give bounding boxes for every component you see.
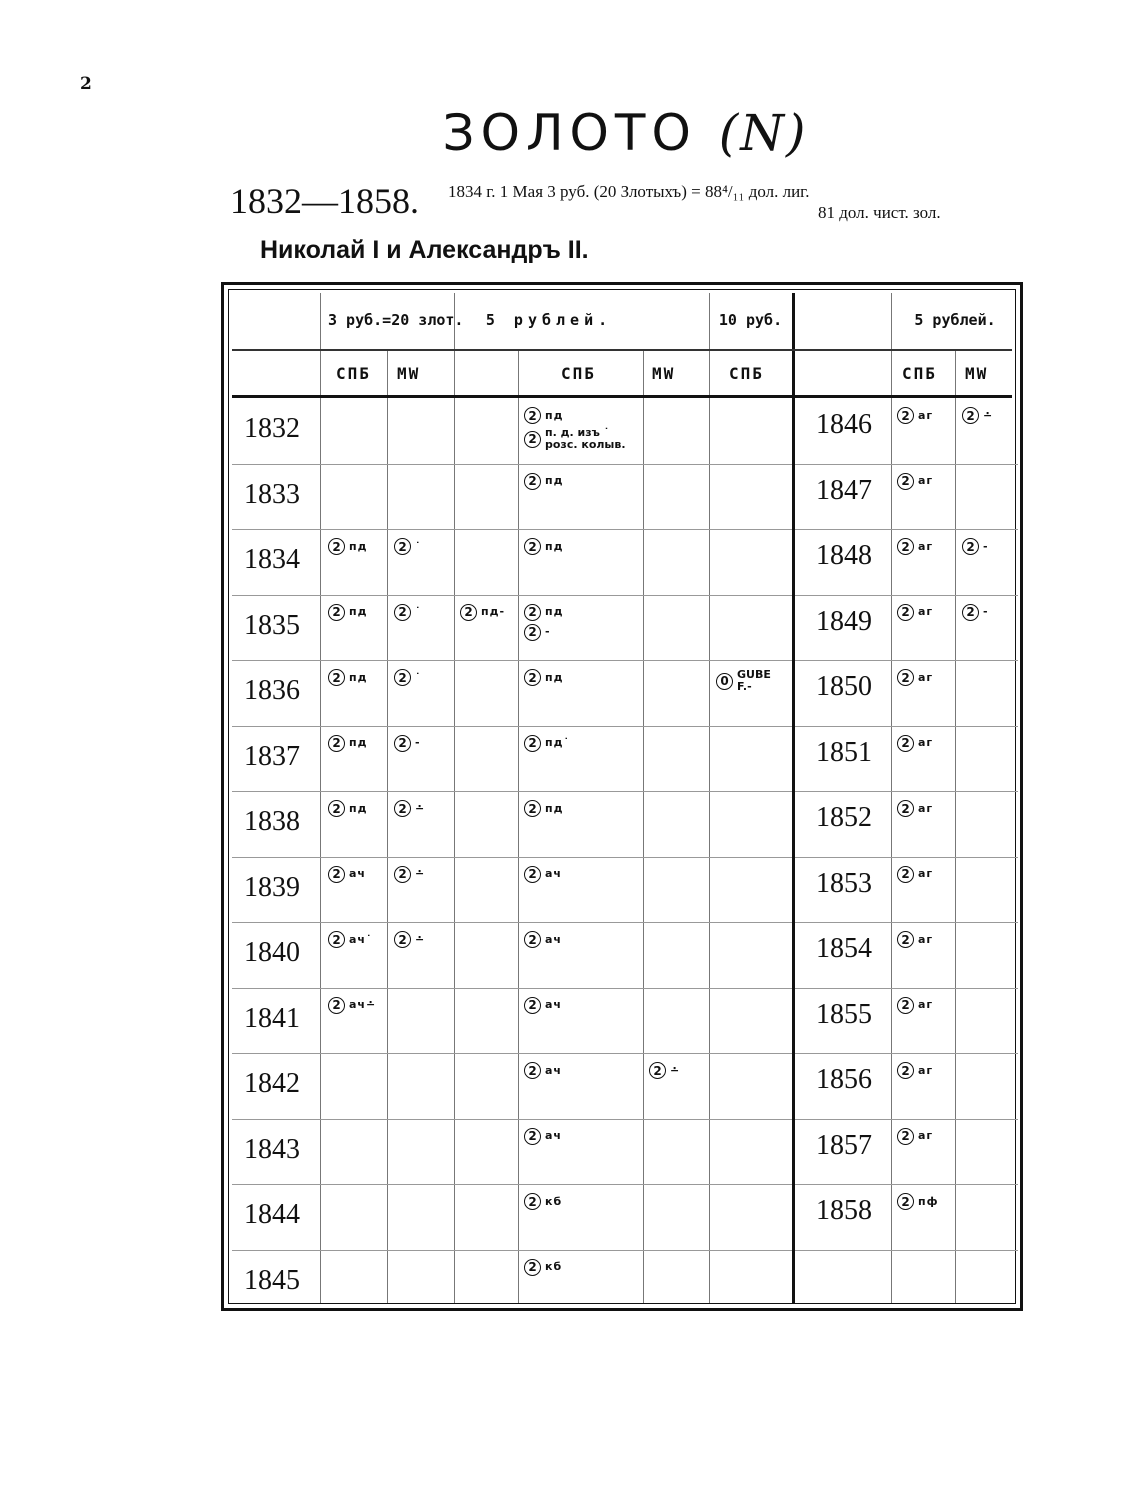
- decree-line-2: 81 дол. чист. зол.: [818, 203, 941, 222]
- year-label: 1853: [816, 867, 872, 899]
- year-label: 1832: [244, 413, 300, 444]
- denomination-circle: 2: [394, 669, 411, 686]
- year-label: 1845: [244, 1264, 300, 1296]
- mintmark-text: ∸: [983, 408, 994, 422]
- mintmark-text: пд: [349, 670, 368, 684]
- year-label: 1840: [244, 937, 300, 968]
- mintmark: [328, 735, 367, 752]
- mintmark-line: GUBE: [737, 668, 771, 681]
- denomination-circle: 2: [394, 538, 411, 555]
- col-divider: [955, 349, 956, 1303]
- mintmark: [524, 931, 562, 948]
- mintmark-text: [737, 669, 771, 693]
- mintmark-text: ач: [545, 932, 562, 946]
- denomination-circle: 2: [524, 931, 541, 948]
- denomination-circle: 0: [716, 673, 733, 690]
- mintmark: [524, 407, 563, 424]
- denomination-circle: 2: [897, 800, 914, 817]
- year-label: 1856: [816, 1064, 872, 1095]
- year-label: 1854: [816, 933, 872, 964]
- mintmark: [524, 866, 562, 883]
- mintmark-text: -: [983, 539, 989, 553]
- mintmark-text: ˙: [415, 670, 422, 684]
- mintmark-text: ˙: [415, 605, 422, 618]
- row-divider: [795, 922, 1018, 923]
- row-divider: [232, 922, 792, 923]
- denomination-circle: 2: [524, 1259, 541, 1276]
- mintmark-text: пд˙: [545, 736, 570, 749]
- year-label: 1842: [244, 1068, 300, 1099]
- denomination-circle: 2: [394, 931, 411, 948]
- denomination-circle: 2: [328, 538, 345, 555]
- col-divider: [518, 349, 519, 1303]
- row-divider: [795, 464, 1018, 465]
- mintmark-line: п. д. изъ ˙: [545, 426, 610, 439]
- col-divider: [387, 349, 388, 1303]
- mintmark-text: аг: [918, 1129, 934, 1142]
- mintmark-text: ач: [349, 867, 366, 880]
- main-divider: [792, 293, 795, 1303]
- mintmark-text: ач: [545, 867, 562, 880]
- mintmark: [716, 669, 771, 693]
- mintmark-text: ач: [545, 1063, 562, 1077]
- header-spb: СПБ: [902, 364, 937, 383]
- mintmark: [394, 931, 425, 948]
- mintmark: [897, 1062, 933, 1079]
- denomination-circle: 2: [897, 735, 914, 752]
- denomination-circle: 2: [897, 1128, 914, 1145]
- row-divider: [232, 857, 792, 858]
- row-divider: [232, 988, 792, 989]
- header-mw: MW: [965, 364, 989, 383]
- denomination-circle: 2: [328, 800, 345, 817]
- mintmark: [394, 538, 422, 555]
- header-mw: MW: [397, 364, 421, 383]
- mintmark-text: пд: [349, 605, 368, 618]
- mintmark: [524, 604, 563, 621]
- denomination-circle: 2: [328, 866, 345, 883]
- mintmark: [962, 604, 989, 621]
- mintmark-text: пд: [545, 670, 564, 684]
- mintmark-text: пф: [918, 1194, 939, 1208]
- year-label: 1833: [244, 478, 300, 510]
- mintmark-text: пд: [349, 736, 368, 749]
- header-5rub: 5 рублей.: [485, 311, 613, 329]
- year-label: 1834: [244, 544, 300, 575]
- mintmark-text: [545, 427, 626, 451]
- year-label: 1837: [244, 740, 300, 772]
- mintmark: [897, 669, 933, 686]
- mintmark: [962, 538, 989, 555]
- mintmark: [328, 669, 367, 686]
- mintmark-text: -: [415, 736, 421, 749]
- year-label: 1848: [816, 540, 872, 571]
- page-title: [0, 104, 1140, 162]
- year-label: 1850: [816, 671, 872, 702]
- denomination-circle: 2: [524, 407, 541, 424]
- mintmark: [962, 407, 993, 424]
- denomination-circle: 2: [328, 735, 345, 752]
- denomination-circle: 2: [524, 473, 541, 490]
- mintmark-text: аг: [918, 670, 934, 684]
- mintmark-text: пд: [545, 539, 564, 553]
- row-divider: [795, 595, 1018, 596]
- mintmark-text: кб: [545, 1194, 563, 1208]
- mintmark-text: аг: [918, 801, 934, 815]
- header-spb: СПБ: [336, 364, 371, 383]
- header-spb: СПБ: [729, 364, 764, 383]
- mintmark: [524, 1062, 562, 1079]
- denomination-circle: 2: [328, 997, 345, 1014]
- mintmark-text: ∸: [415, 801, 426, 815]
- mintmark-text: аг: [918, 474, 934, 487]
- mintmark-text: ˙: [415, 539, 422, 553]
- denomination-circle: 2: [394, 866, 411, 883]
- row-divider: [795, 726, 1018, 727]
- denomination-circle: 2: [394, 735, 411, 752]
- mintmark-line: F.-: [737, 680, 752, 693]
- mintmark: [524, 669, 563, 686]
- mintmark: [897, 407, 933, 424]
- mintmark: [524, 1193, 562, 1210]
- mintmark-text: кб: [545, 1260, 563, 1273]
- denomination-circle: 2: [394, 604, 411, 621]
- row-divider: [232, 1184, 792, 1185]
- row-divider: [795, 857, 1018, 858]
- year-label: 1849: [816, 605, 872, 637]
- year-label: 1839: [244, 871, 300, 903]
- denomination-circle: 2: [460, 604, 477, 621]
- row-divider: [795, 660, 1018, 661]
- mintmark: [897, 1193, 939, 1210]
- mintmark-text: пд-: [481, 605, 506, 618]
- mintmark: [649, 1062, 680, 1079]
- denomination-circle: 2: [897, 1062, 914, 1079]
- row-divider: [232, 660, 792, 661]
- mintmark: [897, 473, 933, 490]
- mintmark-text: аг: [918, 867, 934, 880]
- mintmark-text: аг: [918, 1063, 934, 1077]
- mintmark: [524, 473, 563, 490]
- col-divider: [320, 293, 321, 1303]
- mintmark-text: -: [983, 605, 989, 618]
- mintmark: [524, 624, 551, 641]
- year-label: 1846: [816, 409, 872, 440]
- row-divider: [795, 791, 1018, 792]
- mintmark: [524, 1259, 562, 1276]
- year-label: 1851: [816, 736, 872, 768]
- mintmark: [394, 866, 425, 883]
- header-3rub: 3 руб.=20 злот.: [328, 311, 464, 329]
- mintmark-line: розс. колыв.: [545, 438, 626, 451]
- mintmark: [897, 735, 933, 752]
- mintmark-text: ач˙: [349, 932, 373, 946]
- row-divider: [232, 464, 792, 465]
- year-label: 1852: [816, 802, 872, 833]
- mintmark: [897, 1128, 933, 1145]
- mintmark-text: -: [545, 625, 551, 638]
- header-mw: MW: [652, 364, 676, 383]
- denomination-circle: 2: [897, 931, 914, 948]
- mintmark: [524, 735, 570, 752]
- row-divider: [232, 529, 792, 530]
- header-10rub: 10 руб.: [718, 311, 783, 329]
- year-label: 1835: [244, 609, 300, 641]
- mintmark-text: пд: [545, 605, 564, 618]
- mintmark-text: аг: [918, 932, 934, 946]
- denomination-circle: 2: [524, 624, 541, 641]
- period-range: 1832—1858.: [230, 181, 419, 221]
- denomination-circle: 2: [524, 866, 541, 883]
- denomination-circle: 2: [962, 604, 979, 621]
- denomination-circle: 2: [524, 1128, 541, 1145]
- year-label: 1847: [816, 474, 872, 506]
- denomination-circle: 2: [897, 866, 914, 883]
- mintmark: [394, 800, 425, 817]
- mintmark: [897, 997, 933, 1014]
- denomination-circle: 2: [524, 538, 541, 555]
- mintmark-text: ач: [545, 998, 562, 1011]
- denomination-circle: 2: [897, 997, 914, 1014]
- mintmark: [524, 997, 562, 1014]
- row-divider: [232, 726, 792, 727]
- col-divider: [643, 349, 644, 1303]
- mintmark: [897, 931, 933, 948]
- denomination-circle: 2: [962, 538, 979, 555]
- denomination-circle: 2: [524, 735, 541, 752]
- header-divider: [232, 349, 1012, 351]
- page-number: 2: [80, 74, 92, 94]
- decree-line-1: 1834 г. 1 Мая 3 руб. (20 Злотыхъ) = 88⁴/₁₁ дол. лиг.: [448, 182, 810, 201]
- denomination-circle: 2: [897, 538, 914, 555]
- denomination-circle: 2: [897, 604, 914, 621]
- denomination-circle: 2: [524, 604, 541, 621]
- mintmark: [524, 1128, 562, 1145]
- denomination-circle: 2: [524, 431, 541, 448]
- col-divider: [891, 293, 892, 1303]
- year-label: 1844: [244, 1199, 300, 1230]
- mintmark-text: пд: [545, 474, 564, 487]
- row-divider: [232, 1119, 792, 1120]
- denomination-circle: 2: [524, 1193, 541, 1210]
- row-divider: [795, 529, 1018, 530]
- header-bottom-rule: [232, 395, 1012, 398]
- denomination-circle: 2: [962, 407, 979, 424]
- mintmark: [897, 800, 933, 817]
- mintmark: [524, 427, 626, 451]
- mintmark-text: ∸: [670, 1063, 681, 1077]
- mintmark-text: пд: [349, 801, 368, 815]
- denomination-circle: 2: [394, 800, 411, 817]
- row-divider: [232, 595, 792, 596]
- mintmark: [328, 866, 366, 883]
- row-divider: [795, 1184, 1018, 1185]
- mintmark-text: аг: [918, 605, 934, 618]
- mintmark-text: ∸: [415, 932, 426, 946]
- mintmark: [328, 538, 367, 555]
- year-label: 1843: [244, 1133, 300, 1165]
- denomination-circle: 2: [897, 669, 914, 686]
- denomination-circle: 2: [524, 669, 541, 686]
- denomination-circle: 2: [524, 997, 541, 1014]
- mintmark: [394, 604, 422, 621]
- row-divider: [795, 988, 1018, 989]
- mintmark-text: ач∸: [349, 998, 377, 1011]
- header-spb: СПБ: [561, 364, 596, 383]
- year-label: 1855: [816, 998, 872, 1030]
- mintmark-text: аг: [918, 736, 934, 749]
- denomination-circle: 2: [897, 473, 914, 490]
- rulers-heading: Николай I и Александръ II.: [260, 236, 589, 264]
- row-divider: [232, 1250, 792, 1251]
- mintmark: [524, 538, 563, 555]
- mintmark: [394, 735, 421, 752]
- denomination-circle: 2: [897, 1193, 914, 1210]
- year-label: 1857: [816, 1129, 872, 1161]
- mintmark: [328, 800, 367, 817]
- mintmark: [328, 997, 376, 1014]
- col-divider: [709, 293, 710, 1303]
- mintmark-text: ∸: [415, 867, 426, 880]
- row-divider: [795, 1250, 1018, 1251]
- title-main: ЗОЛОТО: [442, 104, 697, 162]
- denomination-circle: 2: [328, 604, 345, 621]
- mintmark-text: ач: [545, 1129, 562, 1142]
- mintmark: [897, 866, 933, 883]
- denomination-circle: 2: [328, 669, 345, 686]
- denomination-circle: 2: [897, 407, 914, 424]
- coin-table: [221, 282, 1023, 1311]
- row-divider: [232, 791, 792, 792]
- mintmark: [328, 931, 372, 948]
- mintmark-text: пд: [545, 801, 564, 815]
- mintmark-text: аг: [918, 998, 934, 1011]
- row-divider: [795, 1053, 1018, 1054]
- year-label: 1838: [244, 806, 300, 837]
- mintmark: [897, 604, 933, 621]
- mintmark-text: аг: [918, 408, 934, 422]
- title-symbol: (N): [718, 104, 808, 162]
- mintmark: [394, 669, 422, 686]
- year-label: 1858: [816, 1195, 872, 1226]
- year-label: 1836: [244, 675, 300, 706]
- row-divider: [795, 1119, 1018, 1120]
- denomination-circle: 2: [524, 800, 541, 817]
- mintmark: [524, 800, 563, 817]
- mintmark-text: пд: [349, 539, 368, 553]
- header-5rub-right: 5 рублей.: [914, 311, 996, 329]
- mintmark-text: пд: [545, 408, 564, 422]
- mintmark: [897, 538, 933, 555]
- mintmark: [328, 604, 367, 621]
- col-divider: [454, 293, 455, 1303]
- denomination-circle: 2: [328, 931, 345, 948]
- denomination-circle: 2: [649, 1062, 666, 1079]
- year-label: 1841: [244, 1002, 300, 1034]
- mintmark-text: аг: [918, 539, 934, 553]
- denomination-circle: 2: [524, 1062, 541, 1079]
- row-divider: [232, 1053, 792, 1054]
- mintmark: [460, 604, 505, 621]
